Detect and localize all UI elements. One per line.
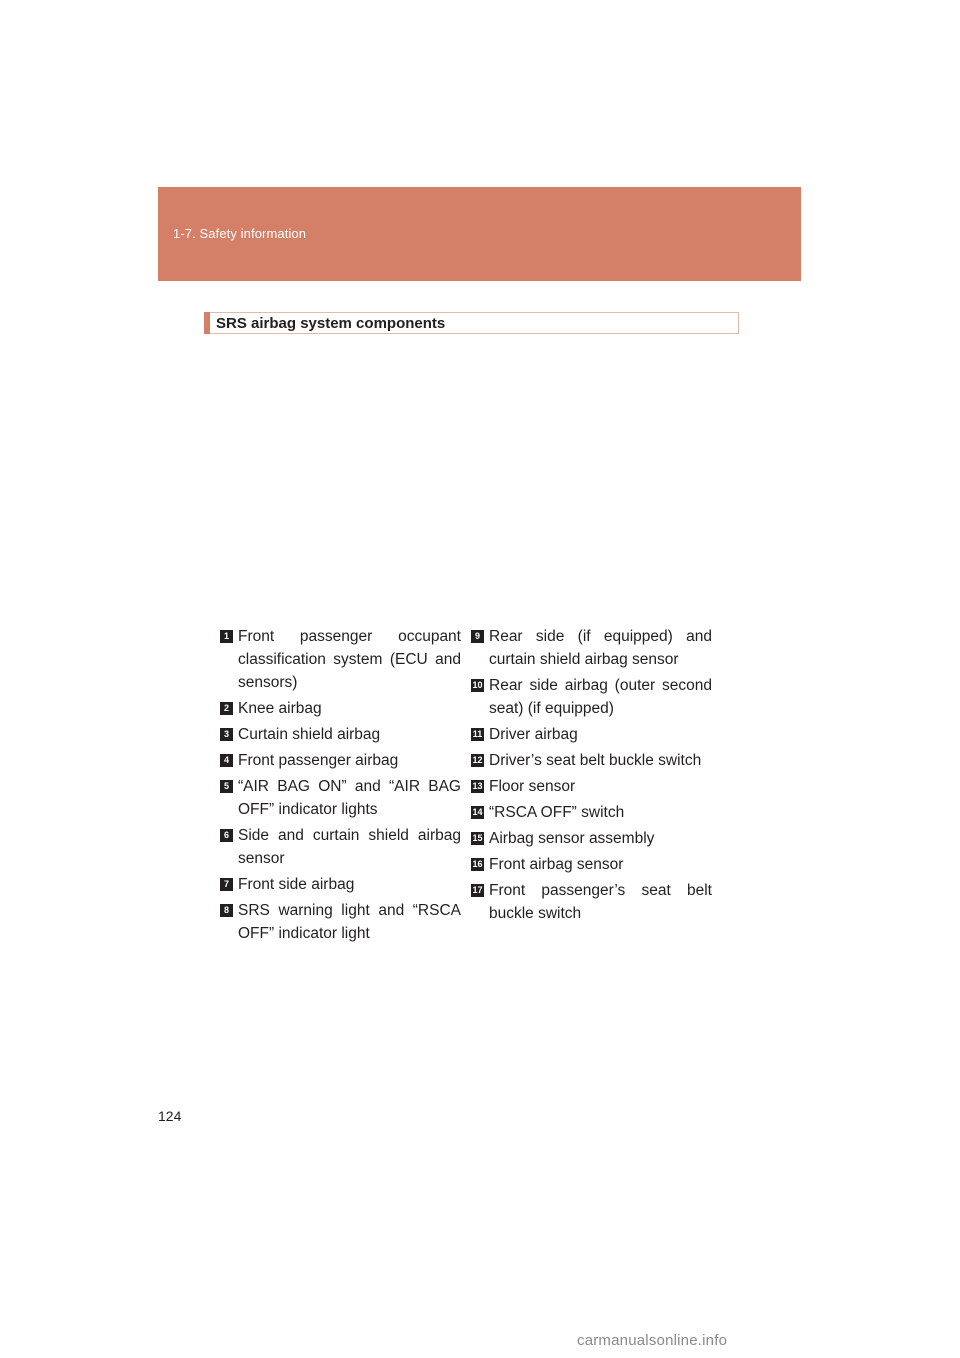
- diagram-area: [204, 345, 739, 615]
- legend-item: [220, 873, 461, 896]
- callout-number: 8: [220, 904, 233, 917]
- legend-text: Floor sensor: [489, 778, 576, 795]
- watermark: carmanualsonline.info: [577, 1332, 728, 1349]
- legend-text: Rear side airbag (outer second seat) (if equipped): [489, 677, 712, 717]
- page-number: 124: [158, 1108, 182, 1124]
- callout-number: 16: [472, 859, 483, 869]
- callout-number: 2: [220, 702, 233, 715]
- callout-number: 10: [472, 680, 483, 690]
- callout-number: 5: [220, 780, 233, 793]
- legend-item: [220, 749, 461, 772]
- legend-item: [471, 723, 712, 746]
- legend-text: “RSCA OFF” switch: [489, 804, 625, 821]
- legend-item: [220, 775, 461, 821]
- legend-text: Front side airbag: [238, 876, 355, 893]
- subheading-accent: [204, 312, 210, 334]
- subheading-title: SRS airbag system components: [216, 315, 446, 332]
- legend-item: [471, 827, 712, 850]
- legend-item: [471, 801, 712, 824]
- callout-number: 15: [472, 833, 483, 843]
- callout-number: 17: [472, 885, 483, 895]
- legend-text: Front airbag sensor: [489, 856, 624, 873]
- legend-item: [471, 749, 712, 772]
- callout-number: 12: [472, 755, 483, 765]
- legend-text: Side and curtain shield airbag sensor: [238, 827, 461, 867]
- legend-item: [471, 625, 712, 671]
- callout-number: 6: [220, 829, 233, 842]
- legend-text: Front passenger occupant classification system (ECU and sensors): [238, 628, 461, 691]
- callout-number: 14: [472, 807, 483, 817]
- legend-item: [220, 824, 461, 870]
- legend-text: Driver’s seat belt buckle switch: [489, 752, 702, 769]
- legend-text: Knee airbag: [238, 700, 322, 717]
- callout-number: 11: [472, 729, 483, 739]
- legend-text: SRS warning light and “RSCA OFF” indicator light: [238, 902, 461, 942]
- legend-item: [220, 899, 461, 945]
- callout-number: 7: [220, 878, 233, 891]
- callout-number: 3: [220, 728, 233, 741]
- subheading-bar: [204, 312, 739, 334]
- legend-item: [220, 723, 461, 746]
- legend-item: [471, 879, 712, 925]
- section-label: 1-7. Safety information: [173, 226, 307, 241]
- legend-text: Rear side (if equipped) and curtain shield airbag sensor: [489, 628, 712, 668]
- callout-number: 13: [472, 781, 483, 791]
- callout-number: 9: [471, 630, 484, 643]
- legend-left-column: [220, 625, 461, 948]
- legend-item: [471, 853, 712, 876]
- legend-text: Front passenger’s seat belt buckle switch: [489, 882, 712, 922]
- callout-number: 4: [220, 754, 233, 767]
- legend-text: Curtain shield airbag: [238, 726, 381, 743]
- legend-text: Airbag sensor assembly: [489, 830, 655, 847]
- legend-text: Driver airbag: [489, 726, 578, 743]
- legend-item: [471, 674, 712, 720]
- legend-text: Front passenger airbag: [238, 752, 399, 769]
- legend-item: [220, 625, 461, 694]
- legend-item: [220, 697, 461, 720]
- legend-right-column: [471, 625, 712, 928]
- legend-text: “AIR BAG ON” and “AIR BAG OFF” indicator lights: [238, 778, 461, 818]
- callout-number: 1: [220, 630, 233, 643]
- legend-item: [471, 775, 712, 798]
